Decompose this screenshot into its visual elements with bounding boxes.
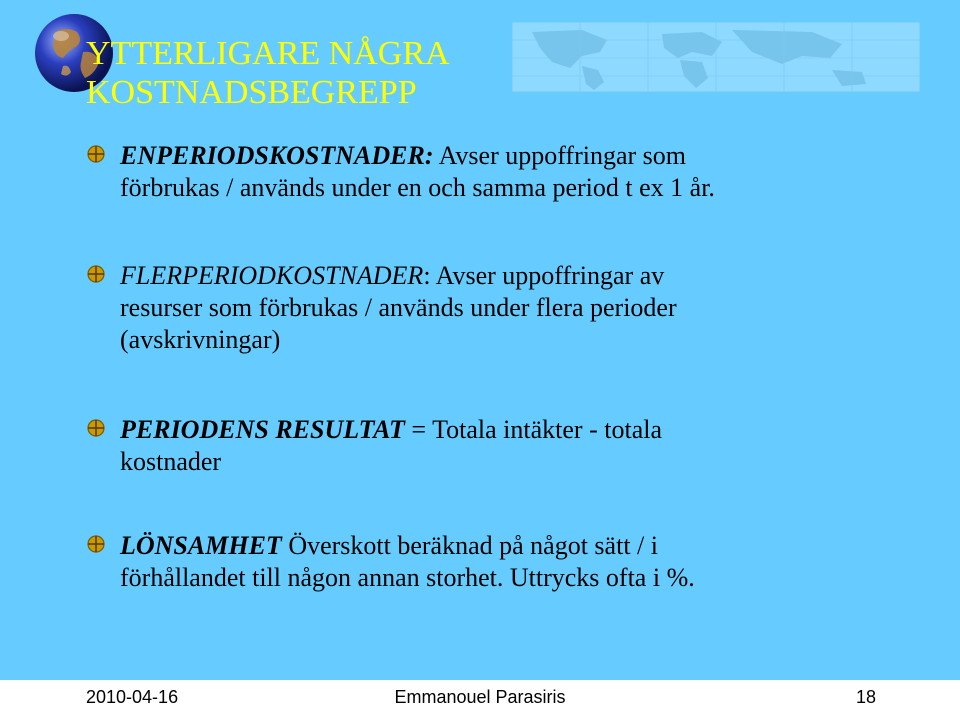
title-line-2: KOSTNADSBEGREPP [86,74,417,111]
term-lonsamhet: LÖNSAMHET [120,531,282,560]
item-text-line-2: förbrukas / används under en och samma period t ex 1 år. [120,173,715,202]
item-text-line-3: (avskrivningar) [120,325,281,354]
bullet-icon [86,418,106,438]
item-text-line-1: Avser uppoffringar som [433,141,687,170]
term-periodens-resultat: PERIODENS RESULTAT [120,415,405,444]
list-item-enperiodskostnader [120,140,920,204]
slide-title [86,34,450,112]
bullet-icon [86,144,106,164]
list-item-lonsamhet [120,530,920,594]
list-item-periodens-resultat [120,414,920,478]
bullet-icon [86,264,106,284]
world-map-icon [512,22,920,92]
item-text-line-1: : Avser uppoffringar av [423,261,665,290]
footer-author: Emmanouel Parasiris [394,687,566,707]
term-flerperiodkostnader: FLERPERIODKOSTNADER [120,261,424,290]
footer-date: 2010-04-16 [86,687,179,707]
item-text-line-2: förhållandet till någon annan storhet. Uttrycks ofta i %. [120,563,695,592]
term-enperiodskostnader: ENPERIODSKOSTNADER: [120,141,434,170]
item-text-line-1: = Totala intäkter - totala [404,415,662,444]
title-line-1: YTTERLIGARE NÅGRA [86,35,450,72]
footer-page-number: 18 [855,687,876,707]
item-text-line-1: Överskott beräknad på något sätt / i [281,531,658,560]
bullet-icon [86,534,106,554]
item-text-line-2: resurser som förbrukas / används under flera perioder [120,293,677,322]
list-item-flerperiodkostnader [120,260,920,356]
item-text-line-2: kostnader [120,447,222,476]
